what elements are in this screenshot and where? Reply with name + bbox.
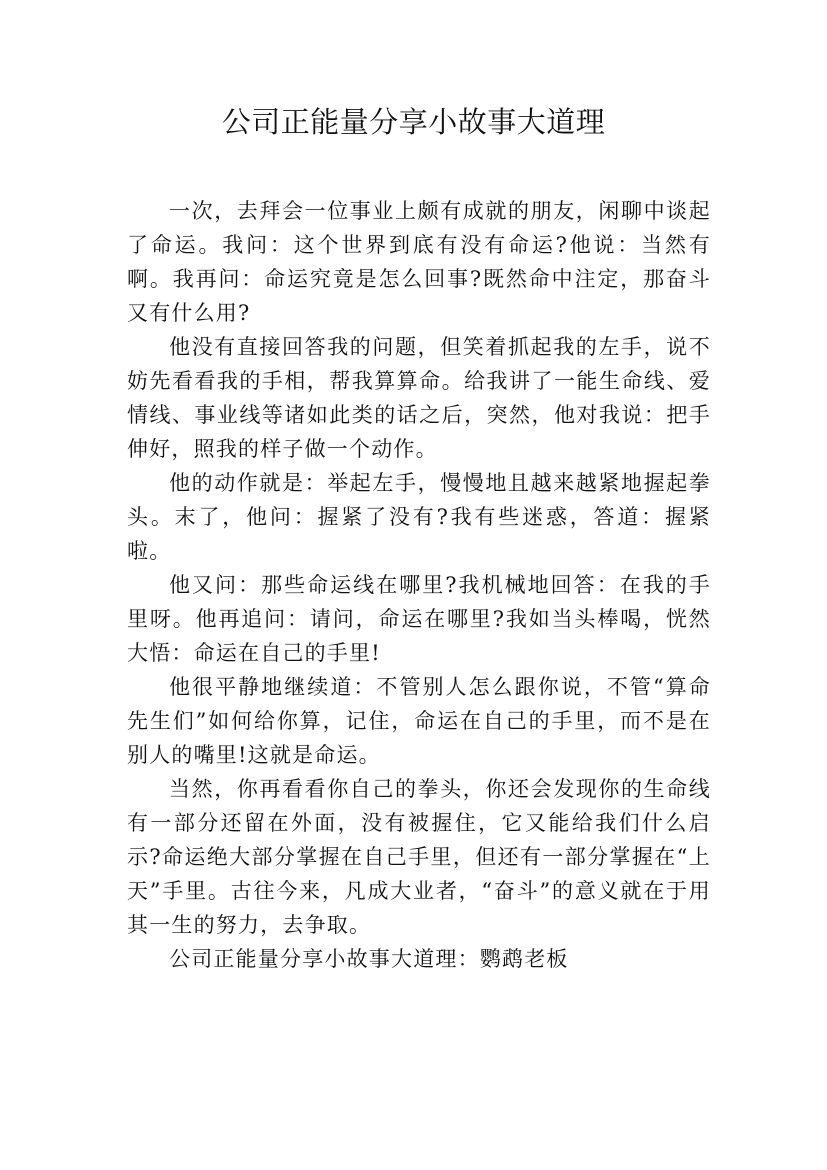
paragraph: 他没有直接回答我的问题，但笑着抓起我的左手，说不妨先看看我的手相，帮我算算命。给我讲了一能生命线、爱情线、事业线等诸如此类的话之后，突然，他对我说：把手伸好，照我的样子做一个动作。 <box>127 335 711 461</box>
paragraph: 他又问：那些命运线在哪里?我机械地回答：在我的手里呀。他再追问：请问，命运在哪里?我如当头棒喝，恍然大悟：命运在自己的手里! <box>127 573 711 665</box>
document-body <box>127 194 711 976</box>
document-title: 公司正能量分享小故事大道理 <box>221 105 606 139</box>
paragraph: 当然，你再看看你自己的拳头，你还会发现你的生命线有一部分还留在外面，没有被握住，它又能给我们什么启示?命运绝大部分掌握在自己手里，但还有一部分掌握在“上天”手里。古往今来，凡成大业者，“奋斗”的意义就在于用其一生的努力，去争取。 <box>127 777 711 937</box>
paragraph: 一次，去拜会一位事业上颇有成就的朋友，闲聊中谈起了命运。我问：这个世界到底有没有命运?他说：当然有啊。我再问：命运究竟是怎么回事?既然命中注定，那奋斗又有什么用? <box>127 199 711 325</box>
paragraph: 公司正能量分享小故事大道理：鹦鹉老板 <box>169 947 569 971</box>
paragraph: 他的动作就是：举起左手，慢慢地且越来越紧地握起拳头。末了，他问：握紧了没有?我有些迷惑，答道：握紧啦。 <box>127 471 711 563</box>
paragraph: 他很平静地继续道：不管别人怎么跟你说，不管“算命先生们”如何给你算，记住，命运在自己的手里，而不是在别人的嘴里!这就是命运。 <box>127 675 711 767</box>
